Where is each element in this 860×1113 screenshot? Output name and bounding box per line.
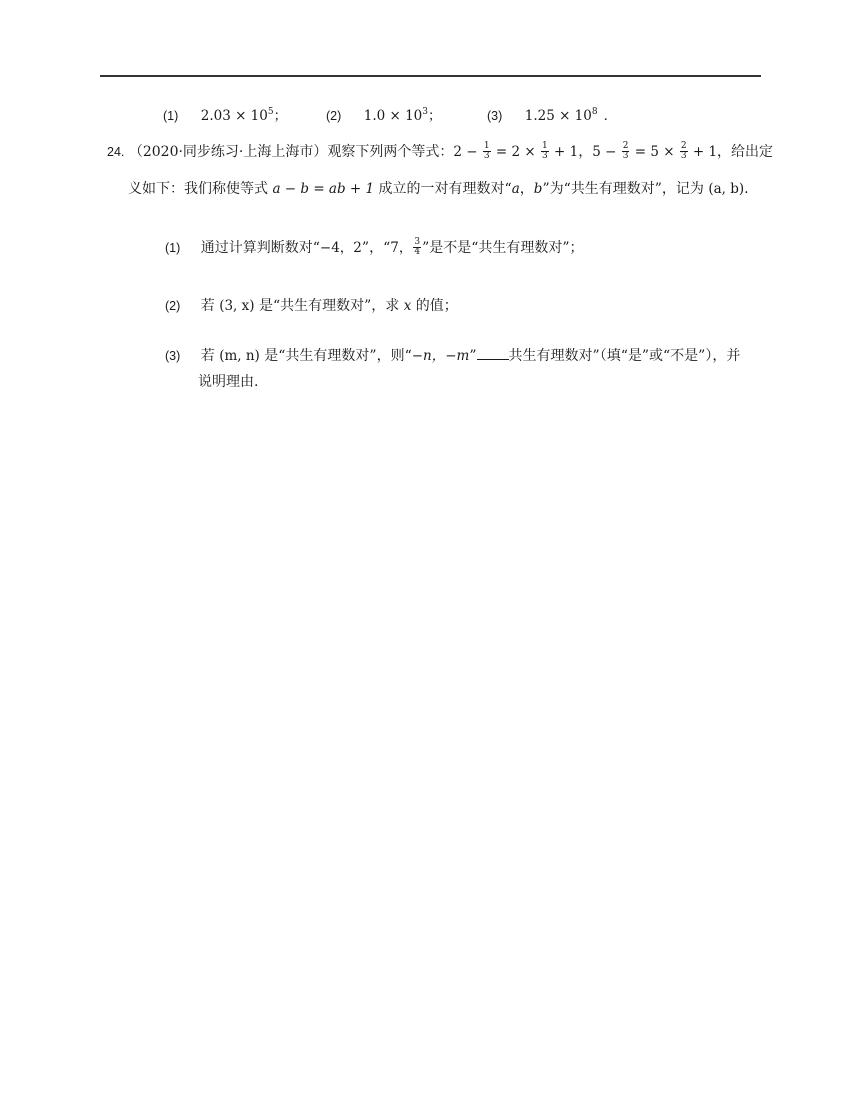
answer-3 xyxy=(487,106,617,126)
sub-question-2-label: (2) xyxy=(165,299,181,313)
question-24-line-1: 24. （2020·同步练习·上海上海市）观察下列两个等式：2 − $\frac{1}{3}$ = 2 × $\frac{1}{3}$ + 1，5 − $\frac{2}{3}$ = 5 × $\frac{2}{3}$ + 1，给出定 xyxy=(107,141,774,161)
answer-3-label: (3) xyxy=(487,109,503,123)
definition-formula: a − b = ab + 1 xyxy=(272,181,375,197)
question-24-line-2: 义如下：我们称使等式 a − b = ab + 1 成立的一对有理数对“a，b”为“共生有理数对”，记为 (a, b). xyxy=(128,181,749,197)
pair-notation: (a, b) xyxy=(708,181,745,197)
question-source: （2020·同步练习·上海上海市） xyxy=(128,144,328,160)
sub-question-1-label: (1) xyxy=(165,241,181,255)
question-number: 24. xyxy=(107,145,125,159)
answer-2 xyxy=(326,106,442,126)
sub-question-3: (3) 若 (m, n) 是“共生有理数对”，则“−n，−m” 共生有理数对”（填“是”或“不是”），并 xyxy=(165,345,740,366)
sub-question-3-line-2: 说明理由. xyxy=(198,374,259,390)
answer-blank[interactable] xyxy=(477,345,509,360)
answer-2-label: (2) xyxy=(326,109,342,123)
answer-1-value: $2.03 \times 10^5$； xyxy=(200,107,288,124)
question-intro: 观察下列两个等式： xyxy=(327,144,454,160)
header-rule xyxy=(100,75,761,77)
equation-1: 2 − $\frac{1}{3}$ = 2 × $\frac{1}{3}$ + 1 xyxy=(453,141,579,161)
answer-1 xyxy=(163,106,287,126)
answer-3-value: $1.25 \times 10^8$ ． xyxy=(524,107,618,124)
sub-question-3-label: (3) xyxy=(165,349,181,363)
answer-2-value: $1.0 \times 10^3$； xyxy=(363,107,442,124)
equation-2: 5 − $\frac{2}{3}$ = 5 × $\frac{2}{3}$ + 1 xyxy=(592,141,718,161)
sub-question-2: (2) 若 (3, x) 是“共生有理数对”，求 x 的值； xyxy=(165,298,458,314)
answer-1-label: (1) xyxy=(163,109,179,123)
sub-question-1: (1) 通过计算判断数对“−4，2”，“7， $\frac{3}{4}$ ”是不是“共生有理数对”； xyxy=(165,236,584,257)
